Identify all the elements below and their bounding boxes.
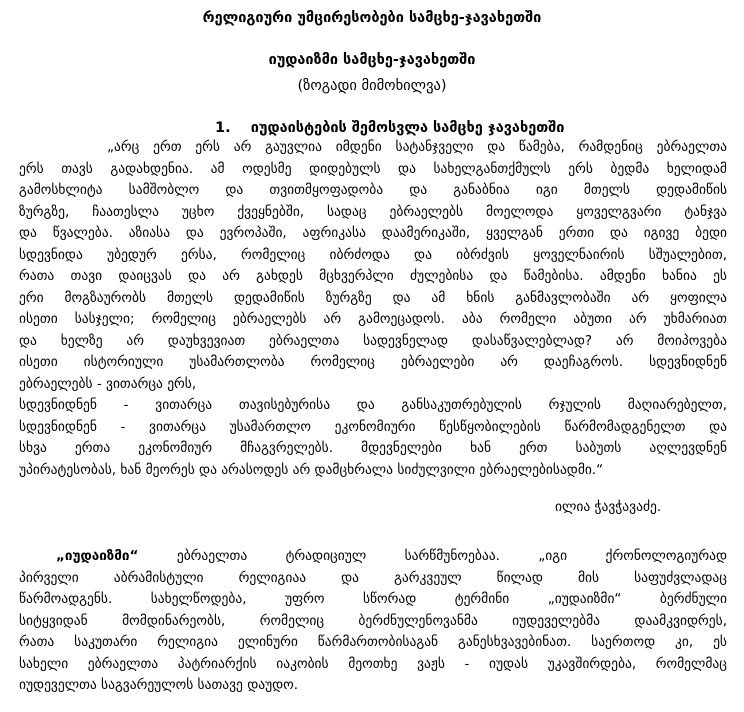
definition-line: წარმოადგენს. სახელწოდება, უფრო სწორად ტერმინი „იუდაიზმი“ ბერძნული — [19, 591, 727, 607]
quote-author: ილია ჭავჭავაძე. — [555, 499, 662, 515]
definition-line: რათა საკუთარი რელიგია ელინური წარმართობისაგან განესხვავებინათ. საერთოდ კი, ეს — [19, 634, 727, 650]
definition-paragraph — [19, 546, 727, 697]
quote-line: „არც ერთ ერს არ გაუვლია იმდენი სატანჯველი და წამება, რამდენიც ებრაელთა — [107, 139, 727, 155]
section-heading — [215, 118, 564, 138]
quote-line: ზურგზე, ჩაათესლა უცხო ქვეყნებში, სადაც ებრაელებს მოელოდა ყოველგვარი ტანჯვა — [19, 203, 727, 220]
quote-line: ისეთი ისტორიული უსამართლობა რომელიც ებრაელები არ დაეჩაგროს. სდევნიდნენ — [19, 354, 727, 370]
quote-line: ერი მოგზაურობს მთელს დედამიწის ზურგზე და ამ ხნის განმავლობაში არ ყოფილა — [19, 289, 727, 306]
main-title: რელიგიური უმცირესობები სამცხე-ჯავახეთში — [202, 10, 542, 26]
quote-line: ებრაელებს - ვითარცა ერს, — [19, 375, 197, 392]
subtitle: იუდაიზმი სამცხე-ჯავახეთში — [268, 52, 476, 68]
quote-line: უპირატესობას, ხან მეორეს და არასოდეს არ დამცხრალა სიძულვილი ებრაელებისადმი.“ — [19, 461, 604, 478]
definition-line: იუდეველთა საგვარეულოს სათავე დაუდო. — [19, 677, 299, 693]
section-number: 1. — [215, 120, 231, 136]
quote-line: სდევნიდა უბედურ ერსა, რომელიც იბრძოდა და იბრძვის ყოველნაირის სშუალებით, — [19, 246, 727, 263]
definition-line: სიტყვიდან მომდინარეობს, რომელიც ბერძნულენოვანმა იუდეველებმა დაამკვიდრეს, — [19, 612, 727, 629]
quote-line: და წვალება. აზიასა და ევროპაში, აფრიკასა დაამერიკაში, ყველგან ერთი და იგივე ბედი — [19, 225, 727, 241]
definition-line — [19, 546, 727, 568]
subtitle-note: (ზოგადი მიმოხილვა) — [297, 78, 447, 94]
definition-term: „იუდაიზმი“ — [56, 548, 139, 564]
quote-line: ისეთი სასჯელი; რომელიც ებრაელებს არ გამოეცადოს. აბა რომელი აბუთი არ უხმარიათ — [19, 311, 727, 327]
section-title: იუდაისტების შემოსვლა სამცხე ჯავახეთში — [250, 120, 565, 136]
definition-line-text: ებრაელთა ტრადიციულ სარწმუნოებაა. „იგი ქრონოლოგიურად — [138, 548, 727, 564]
definition-line: სახელი ებრაელთა პატრიარქის იაკობის მეოთხე ვაჟს - იუდას უკავშირდება, რომელმაც — [19, 655, 727, 672]
quote-line: სდევნიდნენ - ვითარცა თავისებურისა და განსაკუთრებულის რჯულის მაღიარებელთ, — [19, 397, 727, 413]
quote-block — [19, 137, 727, 481]
quote-line: რათა თავი დაიცვას და არ გახდეს მცხვერპლი ძულებისა და წამებისა. ამდენი ხანია ეს — [19, 268, 727, 284]
quote-line: გამოსხლიტა სამშობლო და თვითმყოფადობა და განაბნია იგი მთელს დედამიწის — [19, 182, 727, 198]
quote-line: სხვა ერთა ეკონომიურ მჩაგვრელებს. მდევნელები ხან ერთ საბუთს აღლევდნენ — [19, 440, 727, 456]
quote-line: ერს თავს გადახდენია. ამ ოდესმე დიდებულს და სახელგანთქმულს ერს ბედმა ხელიდამ — [19, 160, 727, 177]
quote-line: და ხელზე არ დაუხვევიათ ებრაელთა სადევნელად დასაწვალებლად? არ მოიპოვება — [19, 332, 727, 349]
quote-line: სდევნიდნენ - ვითარცა უსამართლო ეკონომიური წესწყობილების წარმომადგენელთ და — [19, 418, 727, 435]
definition-line: პირველი აბრამისტული რელიგიაა და გარკვეულ წილად მის საფუძვლადაც — [19, 569, 727, 586]
